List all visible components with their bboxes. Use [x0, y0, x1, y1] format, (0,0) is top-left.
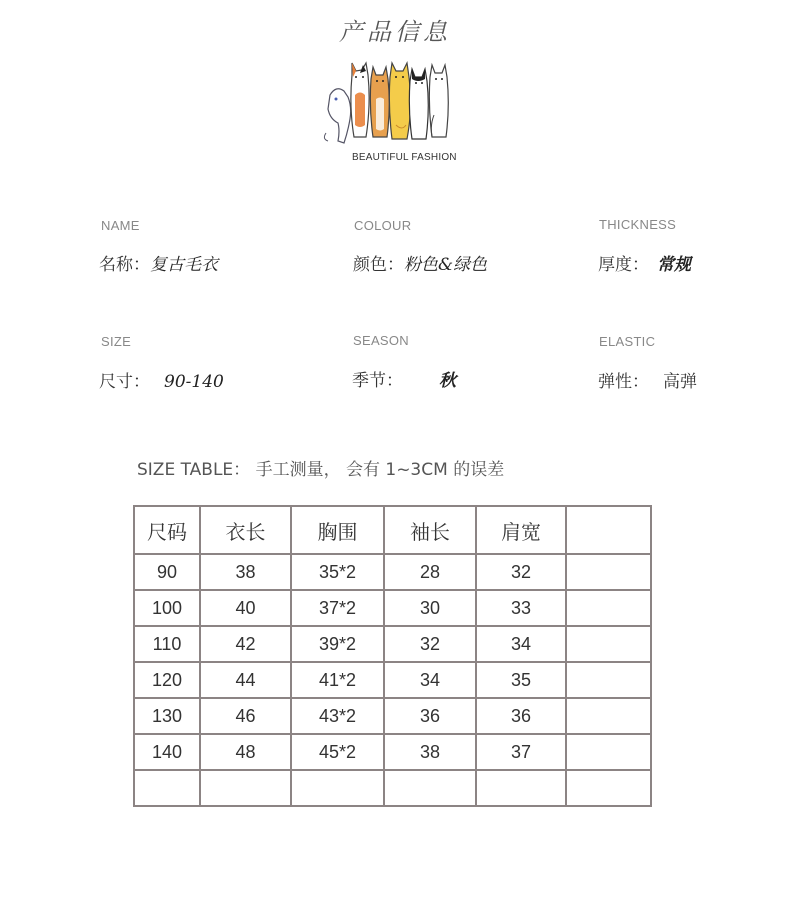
- table-cell-size: 120: [134, 662, 200, 698]
- cat-grey-icon: [324, 89, 350, 143]
- thickness-value: 常规: [657, 255, 691, 275]
- table-cell-length: [200, 770, 291, 806]
- table-cell-chest: 43*2: [291, 698, 384, 734]
- page-title: 产品信息: [339, 18, 451, 46]
- table-cell-shoulder: 36: [476, 698, 566, 734]
- table-cell-chest: 41*2: [291, 662, 384, 698]
- season-label: SEASON: [353, 333, 409, 348]
- thickness-label: THICKNESS: [599, 217, 677, 232]
- table-cell-length: 42: [200, 626, 291, 662]
- table-cell-shoulder: [476, 770, 566, 806]
- table-cell-chest: 35*2: [291, 554, 384, 590]
- table-cell-sleeve: 28: [384, 554, 476, 590]
- cat-tuxedo-icon: [409, 69, 428, 139]
- size-label: SIZE: [101, 334, 132, 349]
- cat-yellow-icon: [389, 63, 410, 139]
- table-cell-shoulder: 32: [476, 554, 566, 590]
- header-empty: [566, 506, 651, 554]
- table-cell-shoulder: 34: [476, 626, 566, 662]
- header-shoulder: 肩宽: [476, 506, 566, 554]
- table-row: [134, 590, 651, 626]
- table-cell-sleeve: 32: [384, 626, 476, 662]
- table-cell-length: 38: [200, 554, 291, 590]
- name-label: NAME: [101, 218, 140, 233]
- elastic-label: ELASTIC: [599, 334, 656, 349]
- elastic-key: 弹性：: [598, 372, 649, 392]
- table-cell-chest: 45*2: [291, 734, 384, 770]
- table-row: [134, 662, 651, 698]
- table-cell-extra: [566, 698, 651, 734]
- table-cell-sleeve: 36: [384, 698, 476, 734]
- table-cell-extra: [566, 662, 651, 698]
- table-cell-sleeve: 38: [384, 734, 476, 770]
- colour-value: 粉色&绿色: [404, 255, 488, 275]
- table-row: [134, 770, 651, 806]
- brand-logo: [320, 55, 460, 170]
- table-cell-shoulder: 37: [476, 734, 566, 770]
- table-row: [134, 626, 651, 662]
- table-cell-size: 130: [134, 698, 200, 734]
- brand-name: BEAUTIFUL FASHION: [352, 152, 457, 163]
- table-cell-extra: [566, 590, 651, 626]
- header-chest: 胸围: [291, 506, 384, 554]
- cat-white-icon: [429, 65, 448, 137]
- table-cell-chest: [291, 770, 384, 806]
- colour-label: COLOUR: [354, 218, 412, 233]
- table-cell-sleeve: 34: [384, 662, 476, 698]
- table-row: [134, 698, 651, 734]
- table-cell-shoulder: 35: [476, 662, 566, 698]
- header-length: 衣长: [200, 506, 291, 554]
- table-row: [134, 734, 651, 770]
- elastic-field: [598, 367, 697, 392]
- cat-calico-icon: [351, 63, 369, 137]
- header-size: 尺码: [134, 506, 200, 554]
- header-sleeve: 袖长: [384, 506, 476, 554]
- season-field: [352, 366, 456, 391]
- season-value: 秋: [439, 371, 456, 391]
- thickness-field: [598, 250, 691, 275]
- size-value: 90-140: [164, 372, 224, 392]
- table-cell-extra: [566, 626, 651, 662]
- size-table: [133, 505, 652, 807]
- table-cell-length: 48: [200, 734, 291, 770]
- table-cell-extra: [566, 734, 651, 770]
- table-cell-extra: [566, 554, 651, 590]
- table-cell-size: 110: [134, 626, 200, 662]
- size-table-header-row: [134, 506, 651, 554]
- size-key: 尺寸：: [99, 372, 150, 392]
- name-key: 名称：: [99, 255, 150, 275]
- elastic-value: 高弹: [663, 372, 697, 392]
- thickness-key: 厚度：: [598, 255, 649, 275]
- cat-orange-icon: [370, 67, 389, 137]
- colour-field: [353, 250, 487, 275]
- size-field: [99, 367, 224, 392]
- size-table-caption: SIZE TABLE： 手工测量， 会有 1~3CM 的误差: [137, 460, 505, 480]
- table-cell-extra: [566, 770, 651, 806]
- table-cell-chest: 37*2: [291, 590, 384, 626]
- table-cell-size: 90: [134, 554, 200, 590]
- table-cell-size: 140: [134, 734, 200, 770]
- table-cell-chest: 39*2: [291, 626, 384, 662]
- season-key: 季节：: [352, 371, 403, 391]
- table-cell-sleeve: 30: [384, 590, 476, 626]
- table-cell-size: [134, 770, 200, 806]
- colour-key: 颜色：: [353, 255, 404, 275]
- table-cell-shoulder: 33: [476, 590, 566, 626]
- name-value: 复古毛衣: [150, 255, 218, 275]
- table-cell-length: 44: [200, 662, 291, 698]
- table-cell-length: 40: [200, 590, 291, 626]
- table-row: [134, 554, 651, 590]
- table-cell-length: 46: [200, 698, 291, 734]
- cats-illustration: [320, 55, 460, 150]
- table-cell-sleeve: [384, 770, 476, 806]
- name-field: [99, 250, 218, 275]
- table-cell-size: 100: [134, 590, 200, 626]
